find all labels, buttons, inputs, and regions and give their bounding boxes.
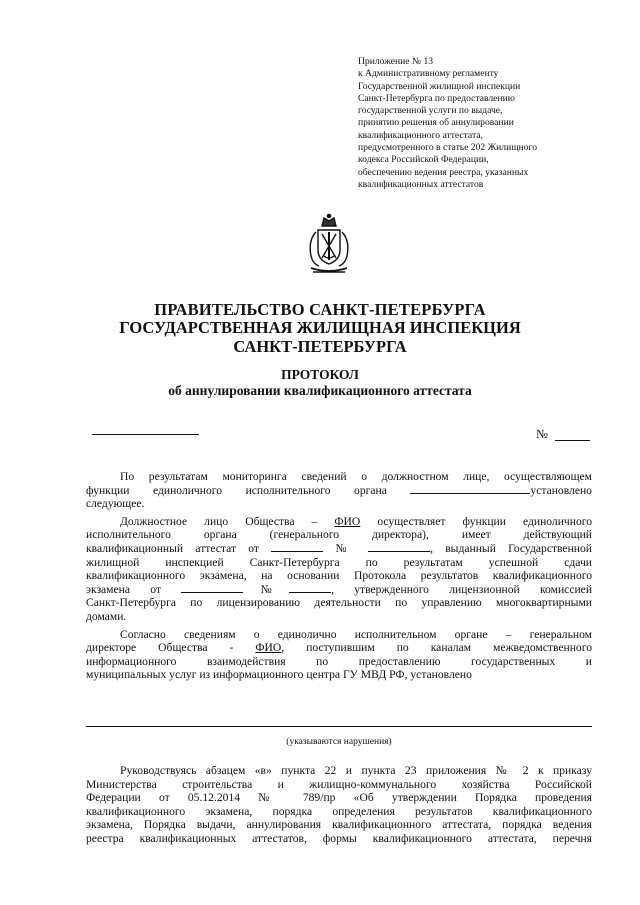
paragraph-line: Руководствуясь абзацем «в» пункта 22 и пункта 23 приложения № 2 к приказу	[120, 764, 592, 777]
text: , выданный Государственной	[430, 541, 592, 555]
paragraph-line	[86, 515, 592, 529]
paragraph-line	[86, 641, 592, 655]
text: квалификационный аттестат от	[86, 541, 259, 555]
paragraph-line: муниципальных услуг из информационного центра ГУ МВД РФ, установлено	[86, 668, 472, 682]
text: №	[335, 541, 356, 555]
blank-field	[271, 542, 323, 552]
paragraph-line: следующее.	[86, 497, 145, 511]
protocol-title: ПРОТОКОЛ	[281, 367, 359, 382]
paragraph-line: жилищной инспекцией Санкт-Петербурга по результатам успешной сдачи	[86, 555, 592, 569]
appendix-line: обеспечению ведения реестра, указанных	[358, 166, 529, 178]
text: №	[243, 582, 290, 596]
legal-basis-paragraph	[86, 764, 592, 846]
appendix-line: к Административному регламенту	[358, 68, 499, 80]
text: , поступившим по каналам межведомственного	[281, 641, 592, 655]
paragraph-line: По результатам мониторинга сведений о должностном лице, осуществляющем	[120, 470, 592, 483]
paragraph-line: информационного взаимодействия по предоставлению государственных и	[86, 654, 592, 668]
paragraph-line	[86, 542, 592, 556]
appendix-line: Государственной жилищной инспекции	[358, 80, 521, 92]
number-blank	[555, 440, 590, 441]
violations-caption: (указываются нарушения)	[286, 737, 392, 747]
paragraph-line: квалификационного экзамена, на основании Протокола результатов квалификационного	[86, 569, 592, 583]
date-blank	[92, 434, 199, 435]
text: Должностное лицо Общества –	[120, 514, 318, 528]
text: директоре Общества -	[86, 641, 234, 655]
protocol-subtitle: об аннулировании квалификационного аттестата	[168, 383, 472, 398]
government-title: ПРАВИТЕЛЬСТВО САНКТ-ПЕТЕРБУРГА	[154, 300, 486, 319]
blank-field	[368, 542, 430, 552]
text: осуществляет функции единоличного	[377, 514, 593, 528]
appendix-line: Приложение № 13	[358, 56, 434, 67]
appendix-line: кодекса Российской Федерации,	[358, 154, 489, 166]
paragraph-line: исполнительного органа (генерального директора), имеет действующий	[86, 528, 592, 542]
paragraph-line: экзамена, Порядка выдачи, аннулирования квалификационного аттестата, порядка ведения	[86, 818, 592, 832]
fio-placeholder: ФИО	[334, 514, 361, 528]
text: , утвержденного лицензионной комиссией	[331, 582, 593, 596]
text: функции единоличного исполнительного органа	[86, 483, 387, 497]
text: установлено	[530, 483, 592, 497]
appendix-line: государственной услуги по выдаче,	[358, 105, 503, 117]
appendix-note	[358, 56, 608, 191]
violations-line	[86, 726, 592, 727]
paragraph-line	[86, 583, 592, 597]
appendix-line: предусмотренного в статье 202 Жилищного	[358, 142, 538, 154]
coat-of-arms-icon	[303, 212, 355, 278]
blank-field	[181, 583, 243, 593]
appendix-line: Санкт-Петербурга по предоставлению	[358, 92, 515, 104]
paragraph-line: домами.	[86, 609, 127, 623]
paragraph-line: Министерства строительства и жилищно-коммунального хозяйства Российской	[86, 777, 592, 791]
paragraph-line: Согласно сведениям о единолично исполнительном органе – генеральном	[120, 627, 592, 641]
appendix-line: квалификационного аттестата,	[358, 129, 483, 141]
appendix-line: квалификационных аттестатов	[358, 178, 484, 190]
paragraph-line: Федерации от 05.12.2014 № 789/пр «Об утверждении Порядка проведения	[86, 791, 592, 805]
paragraph-line	[86, 484, 592, 498]
city-title: САНКТ-ПЕТЕРБУРГА	[233, 337, 407, 356]
appendix-line: принятию решения об аннулировании	[358, 117, 514, 129]
paragraph-line: квалификационного экзамена, порядка определения результатов квалификационного	[86, 804, 592, 818]
blank-field	[410, 484, 530, 494]
fio-placeholder: ФИО	[255, 641, 282, 655]
text: экзамена от	[86, 582, 161, 596]
inspection-title: ГОСУДАРСТВЕННАЯ ЖИЛИЩНАЯ ИНСПЕКЦИЯ	[119, 318, 521, 337]
blank-field	[289, 583, 331, 593]
paragraph-line: реестра квалификационных аттестатов, формы квалификационного аттестата, перечня	[86, 831, 592, 845]
paragraph-line: Санкт-Петербурга по лицензированию деятельности по управлению многоквартирными	[86, 596, 592, 610]
protocol-body	[86, 470, 592, 682]
number-label: №	[536, 427, 548, 441]
